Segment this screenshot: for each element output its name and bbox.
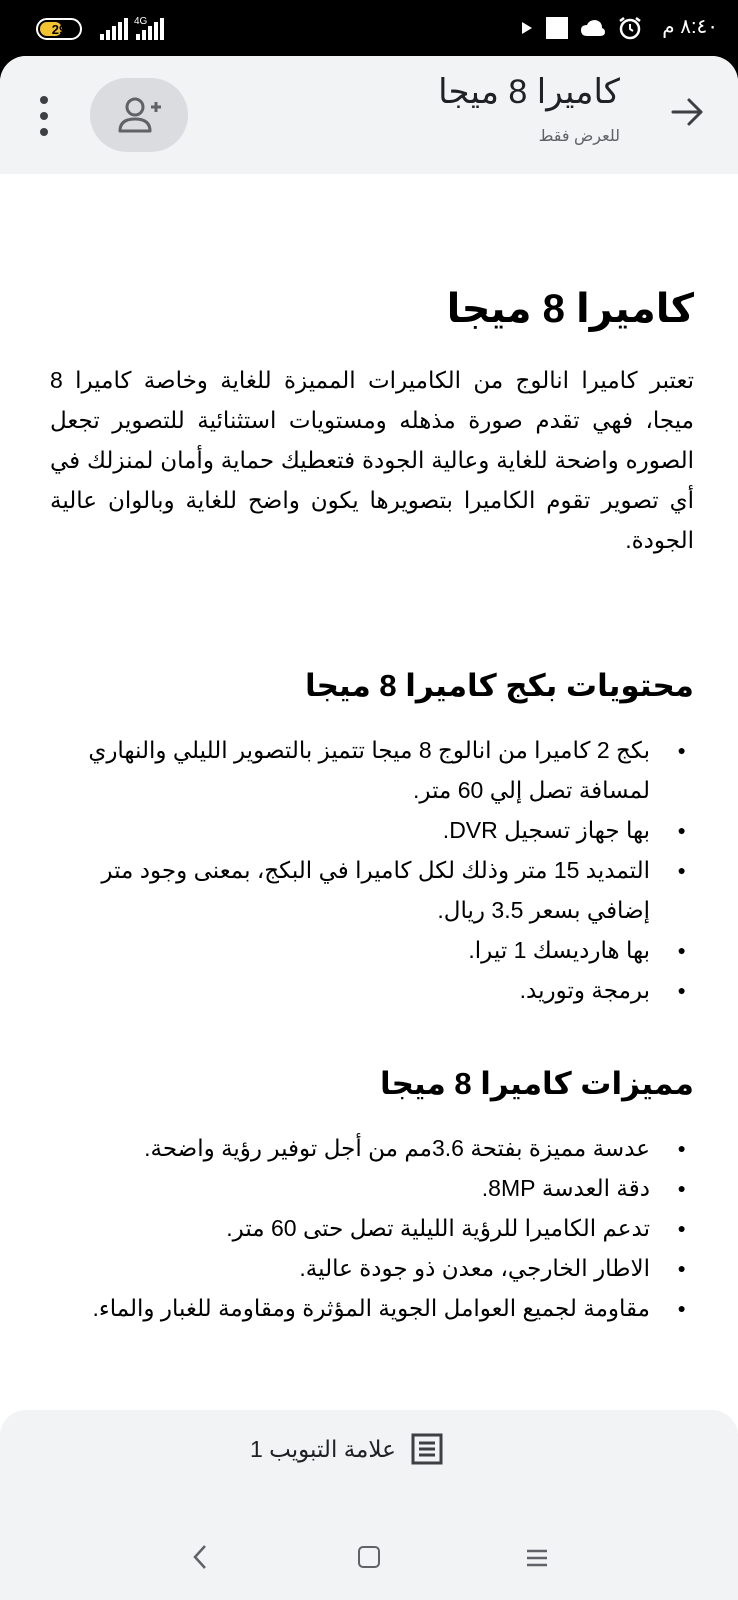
intro-paragraph: تعتبر كاميرا انالوج من الكاميرات المميزة للغاية وخاصة كاميرا 8 ميجا، فهي تقدم صورة مذهله ومستويات استثنائية للتصوير تجعل الصوره واضحة للغاية وعالية الجودة فتعطيك حماية وأمان لمنزلك في أي تصوير تقوم الكاميرا بتصويرها يكون واضح للغاية وبالوان عالية الجودة. <box>50 367 694 553</box>
status-time: ٨:٤٠ م <box>662 16 718 38</box>
arrow-right-icon <box>671 97 705 127</box>
list-item: ● تدعم الكاميرا للرؤية الليلية تصل حتى 60 متر. <box>50 1208 694 1248</box>
add-person-button[interactable] <box>90 78 188 152</box>
network-type: 4G <box>134 16 148 27</box>
list-item: ● التمديد 15 متر وذلك لكل كاميرا في البكج، بمعنى وجود متر إضافي بسعر 3.5 ريال. <box>50 850 694 930</box>
list-item: ● برمجة وتوريد. <box>50 970 694 1010</box>
page-title: كاميرا 8 ميجا <box>438 73 620 111</box>
document-heading: كاميرا 8 ميجا <box>446 287 694 331</box>
nav-back-icon[interactable] <box>192 1544 208 1570</box>
more-options-button[interactable] <box>36 96 52 136</box>
back-button[interactable] <box>668 92 708 132</box>
signal-icon <box>100 18 128 40</box>
status-bar <box>0 0 738 56</box>
status-left <box>36 18 164 40</box>
list-item: ● الاطار الخارجي، معدن ذو جودة عالية. <box>50 1248 694 1288</box>
list-item: ● دقة العدسة 8MP. <box>50 1168 694 1208</box>
cloud-icon <box>580 19 606 37</box>
bottom-bar <box>0 1410 738 1600</box>
add-person-icon <box>117 95 161 135</box>
list-item: ● بها جهاز تسجيل DVR. <box>50 810 694 850</box>
list-item: ● بكج 2 كاميرا من انالوج 8 ميجا تتميز بالتصوير الليلي والنهاري لمسافة تصل إلي 60 متر. <box>50 730 694 810</box>
status-right-icons <box>520 16 642 40</box>
contents-list <box>50 730 694 1010</box>
features-list <box>50 1128 694 1328</box>
dot <box>40 96 48 104</box>
alarm-icon <box>618 16 642 40</box>
features-heading: مميزات كاميرا 8 ميجا <box>379 1066 694 1101</box>
app-sheet <box>0 56 738 1600</box>
bookmark-label: علامة التبويب 1 <box>250 1435 396 1462</box>
top-app-bar <box>0 56 738 174</box>
document-icon <box>410 1432 444 1466</box>
system-nav-bar <box>0 1520 738 1600</box>
contents-heading: محتويات بكج كاميرا 8 ميجا <box>304 668 694 703</box>
square-icon <box>546 17 568 39</box>
battery-level: 29 <box>51 21 67 37</box>
document-body <box>50 286 694 1328</box>
bookmark-tab-button[interactable] <box>250 1432 444 1466</box>
title-block <box>438 72 620 146</box>
list-item: ● بها هارديسك 1 تيرا. <box>50 930 694 970</box>
dot <box>40 128 48 136</box>
nav-recents-icon[interactable] <box>526 1548 548 1568</box>
list-item: ● مقاومة لجميع العوامل الجوية المؤثرة ومقاومة للغبار والماء. <box>50 1288 694 1328</box>
list-item: ● عدسة مميزة بفتحة 3.6مم من أجل توفير رؤية واضحة. <box>50 1128 694 1168</box>
battery-icon <box>36 18 82 40</box>
page-subtitle: للعرض فقط <box>538 128 620 145</box>
nav-home-icon[interactable] <box>358 1546 380 1568</box>
play-icon <box>520 20 534 36</box>
dot <box>40 112 48 120</box>
